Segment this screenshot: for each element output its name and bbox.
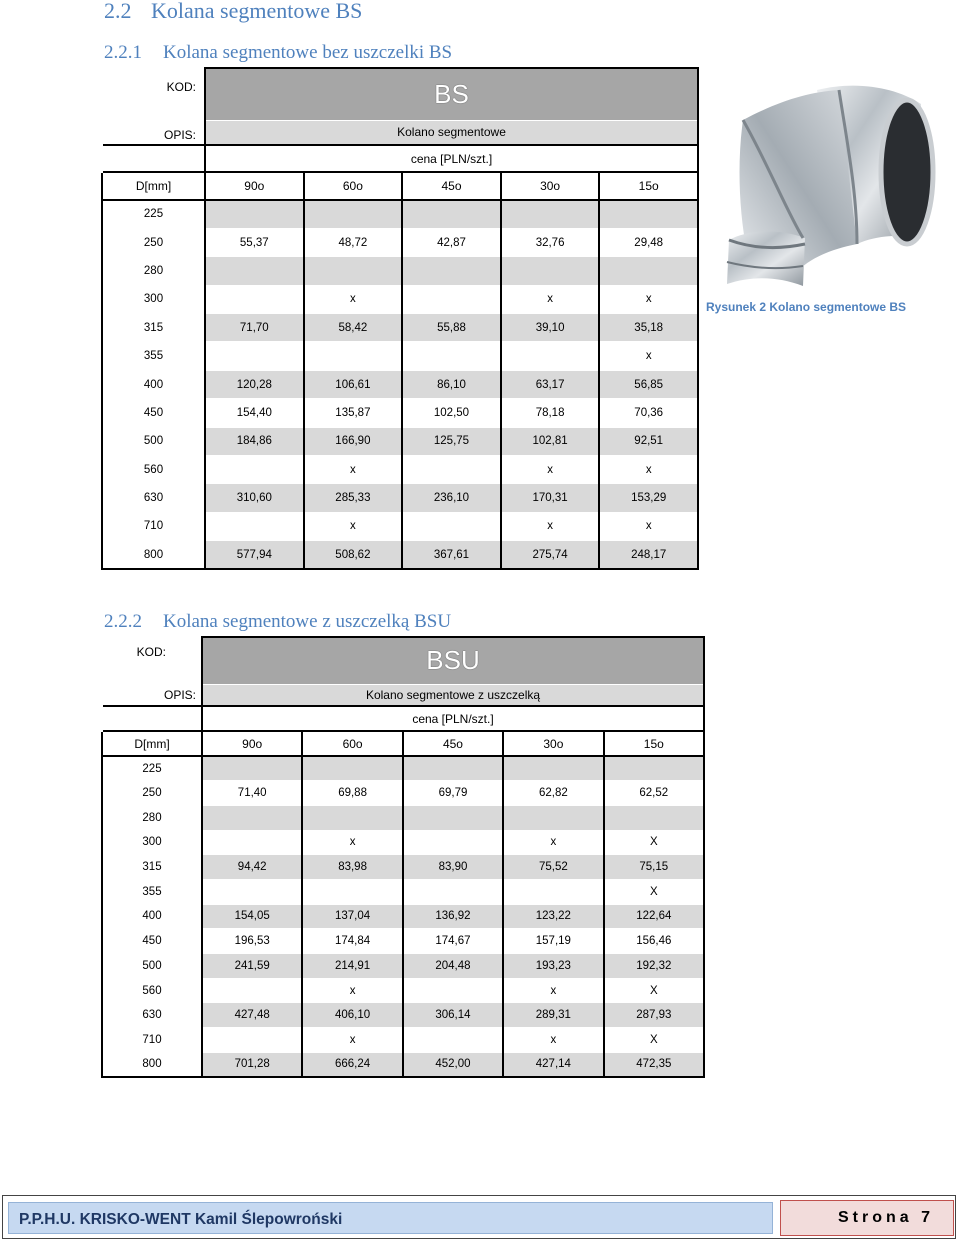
price-cell: x [501, 456, 600, 484]
price-cell [403, 830, 503, 855]
subsection-title: Kolana segmentowe bez uszczelki BS [163, 42, 453, 63]
price-cell: 55,88 [402, 314, 501, 342]
column-header-angle: 15o [599, 172, 698, 200]
price-cell [503, 756, 603, 781]
price-cell: 70,36 [599, 399, 698, 427]
table-header-row [102, 731, 704, 756]
price-cell: 86,10 [402, 370, 501, 398]
price-cell [503, 879, 603, 904]
section-heading [104, 0, 362, 24]
diameter-cell: 560 [102, 456, 205, 484]
price-cell: 137,04 [302, 904, 402, 929]
price-cell: x [304, 512, 403, 540]
diameter-cell: 280 [102, 805, 202, 830]
diameter-cell: 800 [102, 541, 205, 569]
table-row [102, 427, 698, 455]
table-row [102, 781, 704, 806]
table-row [102, 456, 698, 484]
price-cell [205, 257, 304, 285]
product-code: BS [205, 68, 698, 120]
price-cell: 69,79 [403, 781, 503, 806]
price-cell: 62,52 [604, 781, 704, 806]
table-row [102, 805, 704, 830]
price-cell [403, 978, 503, 1003]
price-cell: 58,42 [304, 314, 403, 342]
price-cell [202, 1028, 302, 1053]
price-cell: 154,40 [205, 399, 304, 427]
price-cell: 248,17 [599, 541, 698, 569]
price-cell: 136,92 [403, 904, 503, 929]
price-cell: 204,48 [403, 954, 503, 979]
price-cell: X [604, 978, 704, 1003]
price-cell: 406,10 [302, 1003, 402, 1028]
table-row [102, 314, 698, 342]
price-cell [402, 257, 501, 285]
column-header-angle: 30o [501, 172, 600, 200]
price-cell: 306,14 [403, 1003, 503, 1028]
price-cell [403, 879, 503, 904]
table-row [102, 285, 698, 313]
price-cell: 106,61 [304, 370, 403, 398]
diameter-cell: 710 [102, 1028, 202, 1053]
price-cell: 174,84 [302, 929, 402, 954]
price-cell [202, 805, 302, 830]
price-cell: 196,53 [202, 929, 302, 954]
price-cell [205, 512, 304, 540]
diameter-cell: 400 [102, 904, 202, 929]
diameter-cell: 355 [102, 342, 205, 370]
price-cell: x [599, 342, 698, 370]
price-cell: 472,35 [604, 1052, 704, 1077]
price-cell: x [503, 978, 603, 1003]
opis-label: OPIS: [163, 128, 196, 142]
price-cell: x [302, 830, 402, 855]
price-cell: x [302, 978, 402, 1003]
price-cell: 193,23 [503, 954, 603, 979]
price-cell [202, 978, 302, 1003]
price-cell [205, 342, 304, 370]
price-cell: 214,91 [302, 954, 402, 979]
diameter-cell: 500 [102, 427, 205, 455]
price-cell: 287,93 [604, 1003, 704, 1028]
table-row [102, 200, 698, 228]
table-row [102, 1052, 704, 1077]
price-cell: 120,28 [205, 370, 304, 398]
price-cell: 427,48 [202, 1003, 302, 1028]
diameter-cell: 225 [102, 200, 205, 228]
diameter-cell: 630 [102, 484, 205, 512]
diameter-cell: 450 [102, 399, 205, 427]
table-row [102, 756, 704, 781]
price-cell [599, 257, 698, 285]
price-cell [304, 342, 403, 370]
footer-company-box [8, 1202, 773, 1234]
price-cell [599, 200, 698, 228]
column-header-angle: 60o [304, 172, 403, 200]
price-cell: 94,42 [202, 855, 302, 880]
price-cell: 92,51 [599, 427, 698, 455]
diameter-cell: 315 [102, 855, 202, 880]
price-cell [304, 200, 403, 228]
price-cell: 184,86 [205, 427, 304, 455]
footer-company: P.P.H.U. KRISKO-WENT Kamil Ślepowroński [19, 1211, 343, 1228]
table-row [102, 370, 698, 398]
column-header-angle: 90o [205, 172, 304, 200]
price-cell: 666,24 [302, 1052, 402, 1077]
price-cell: 102,50 [402, 399, 501, 427]
table-row [102, 1003, 704, 1028]
price-cell: 55,37 [205, 228, 304, 256]
price-cell [501, 200, 600, 228]
price-cell [402, 285, 501, 313]
price-cell [202, 879, 302, 904]
table-row [102, 484, 698, 512]
section-title: Kolana segmentowe BS [151, 0, 363, 23]
subsection-number: 2.2.1 [104, 42, 142, 63]
price-cell: x [302, 1028, 402, 1053]
subsection-number: 2.2.2 [104, 611, 142, 632]
diameter-cell: 450 [102, 929, 202, 954]
column-header-angle: 45o [403, 731, 503, 756]
price-cell: 75,52 [503, 855, 603, 880]
price-cell: 701,28 [202, 1052, 302, 1077]
price-cell: 83,90 [403, 855, 503, 880]
diameter-cell: 250 [102, 228, 205, 256]
price-table-bsu [101, 636, 705, 1078]
footer-page-number: Strona 7 [838, 1209, 935, 1226]
subsection-title: Kolana segmentowe z uszczelką BSU [163, 611, 452, 632]
price-cell: 63,17 [501, 370, 600, 398]
price-cell [402, 512, 501, 540]
column-header-angle: 30o [503, 731, 603, 756]
price-cell: 102,81 [501, 427, 600, 455]
diameter-cell: 800 [102, 1052, 202, 1077]
price-cell: x [599, 512, 698, 540]
diameter-cell: 225 [102, 756, 202, 781]
price-cell: 192,32 [604, 954, 704, 979]
price-cell: 367,61 [402, 541, 501, 569]
price-cell [403, 1028, 503, 1053]
price-cell: 32,76 [501, 228, 600, 256]
diameter-cell: 355 [102, 879, 202, 904]
opis-label: OPIS: [163, 688, 196, 702]
column-header-diameter: D[mm] [102, 731, 202, 756]
diameter-cell: 400 [102, 370, 205, 398]
price-cell [604, 805, 704, 830]
price-cell [402, 200, 501, 228]
price-cell [403, 756, 503, 781]
price-cell: 35,18 [599, 314, 698, 342]
diameter-cell: 300 [102, 830, 202, 855]
price-cell: 42,87 [402, 228, 501, 256]
price-cell: X [604, 879, 704, 904]
column-header-angle: 45o [402, 172, 501, 200]
price-cell: 577,94 [205, 541, 304, 569]
diameter-cell: 710 [102, 512, 205, 540]
table-row [102, 257, 698, 285]
price-cell: 427,14 [503, 1052, 603, 1077]
price-cell: 71,70 [205, 314, 304, 342]
price-cell: x [501, 512, 600, 540]
table-row [102, 830, 704, 855]
price-cell: 166,90 [304, 427, 403, 455]
column-header-diameter: D[mm] [102, 172, 205, 200]
price-cell: 48,72 [304, 228, 403, 256]
product-description: Kolano segmentowe z uszczelką [202, 684, 704, 706]
price-cell: 123,22 [503, 904, 603, 929]
price-cell: 310,60 [205, 484, 304, 512]
subsection-heading-bs [104, 42, 452, 64]
table-row [102, 228, 698, 256]
price-cell [402, 456, 501, 484]
price-cell [302, 879, 402, 904]
price-cell: 29,48 [599, 228, 698, 256]
table-row [102, 904, 704, 929]
price-unit-label: cena [PLN/szt.] [205, 145, 698, 172]
section-number: 2.2 [104, 0, 132, 23]
price-cell: 170,31 [501, 484, 600, 512]
figure-caption: Rysunek 2 Kolano segmentowe BS [706, 300, 907, 314]
price-cell: x [503, 830, 603, 855]
price-cell: 508,62 [304, 541, 403, 569]
price-cell [205, 200, 304, 228]
price-cell: x [503, 1028, 603, 1053]
price-cell: x [304, 285, 403, 313]
diameter-cell: 315 [102, 314, 205, 342]
subsection-heading-bsu [104, 611, 451, 633]
price-cell: x [599, 285, 698, 313]
table-row [102, 541, 698, 569]
price-cell: x [304, 456, 403, 484]
column-header-angle: 60o [302, 731, 402, 756]
price-cell: 75,15 [604, 855, 704, 880]
price-cell: 154,05 [202, 904, 302, 929]
price-cell: x [599, 456, 698, 484]
price-cell: 122,64 [604, 904, 704, 929]
table-row [102, 399, 698, 427]
price-cell: 241,59 [202, 954, 302, 979]
price-cell [604, 756, 704, 781]
table-row [102, 978, 704, 1003]
kod-label: KOD: [136, 645, 166, 659]
price-cell: X [604, 830, 704, 855]
elbow-photo [707, 62, 943, 292]
price-cell: 69,88 [302, 781, 402, 806]
price-table-bs [101, 67, 699, 570]
price-cell: 236,10 [402, 484, 501, 512]
price-cell: 285,33 [304, 484, 403, 512]
price-cell [304, 257, 403, 285]
price-cell: 275,74 [501, 541, 600, 569]
column-header-angle: 15o [604, 731, 704, 756]
kod-label: KOD: [166, 80, 196, 94]
price-cell [501, 257, 600, 285]
price-cell [302, 805, 402, 830]
table-row [102, 1028, 704, 1053]
diameter-cell: 560 [102, 978, 202, 1003]
price-cell [202, 756, 302, 781]
price-cell: x [501, 285, 600, 313]
price-cell: 156,46 [604, 929, 704, 954]
price-cell: 174,67 [403, 929, 503, 954]
diameter-cell: 250 [102, 781, 202, 806]
column-header-angle: 90o [202, 731, 302, 756]
table-row [102, 879, 704, 904]
price-cell [402, 342, 501, 370]
table-row [102, 929, 704, 954]
footer-page-box [780, 1200, 954, 1236]
table-header-row [102, 172, 698, 200]
diameter-cell: 280 [102, 257, 205, 285]
price-cell [202, 830, 302, 855]
price-cell: 153,29 [599, 484, 698, 512]
diameter-cell: 630 [102, 1003, 202, 1028]
price-cell [501, 342, 600, 370]
price-cell [205, 285, 304, 313]
table-row [102, 512, 698, 540]
price-cell: 56,85 [599, 370, 698, 398]
price-cell [205, 456, 304, 484]
price-cell: 452,00 [403, 1052, 503, 1077]
price-cell: 125,75 [402, 427, 501, 455]
price-cell [403, 805, 503, 830]
table-row [102, 855, 704, 880]
product-description: Kolano segmentowe [205, 120, 698, 145]
table-row [102, 954, 704, 979]
price-cell: X [604, 1028, 704, 1053]
price-cell: 83,98 [302, 855, 402, 880]
diameter-cell: 300 [102, 285, 205, 313]
price-cell: 39,10 [501, 314, 600, 342]
price-cell [302, 756, 402, 781]
price-cell: 62,82 [503, 781, 603, 806]
price-cell: 78,18 [501, 399, 600, 427]
price-cell: 135,87 [304, 399, 403, 427]
product-code: BSU [202, 637, 704, 684]
price-cell: 71,40 [202, 781, 302, 806]
diameter-cell: 500 [102, 954, 202, 979]
price-cell [503, 805, 603, 830]
price-cell: 289,31 [503, 1003, 603, 1028]
price-unit-label: cena [PLN/szt.] [202, 706, 704, 731]
price-cell: 157,19 [503, 929, 603, 954]
table-row [102, 342, 698, 370]
